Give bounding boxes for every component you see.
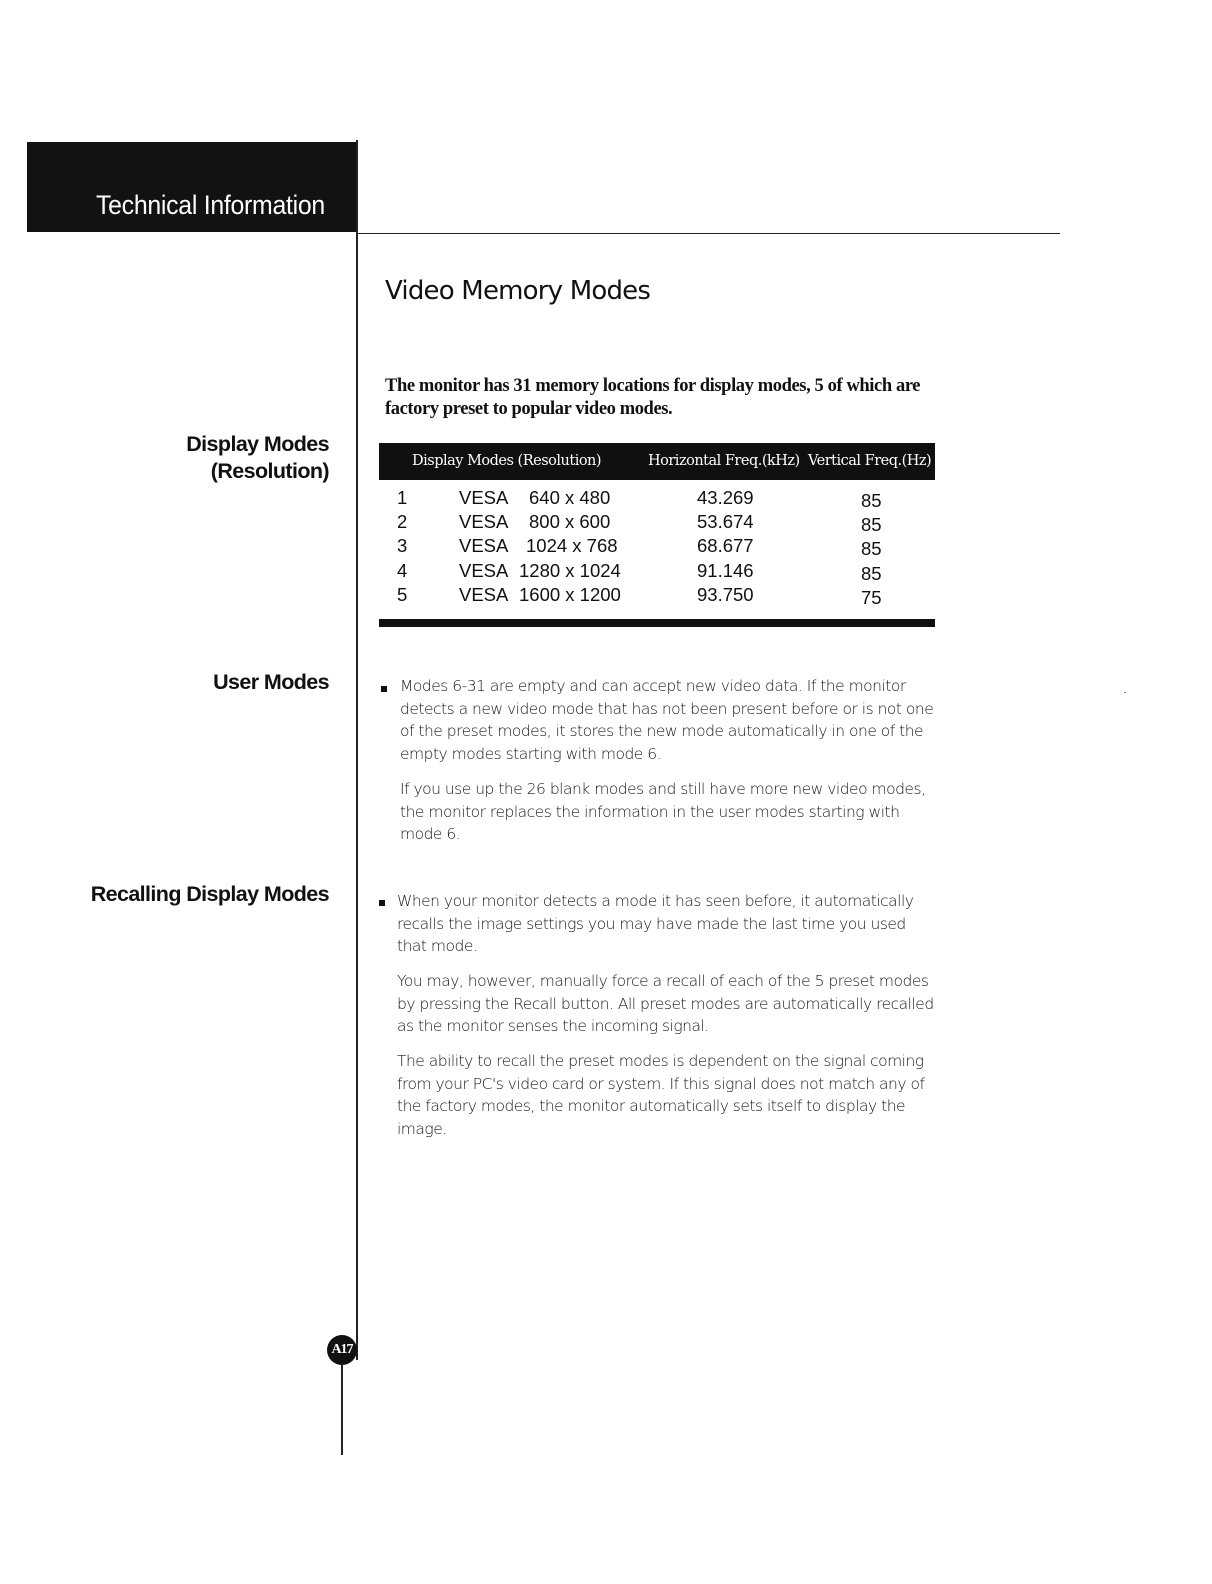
header-vertical-freq: Vertical Freq.(Hz) [808, 453, 932, 469]
mode-number: 3 [397, 535, 408, 556]
header-display-modes: Display Modes (Resolution) [412, 453, 602, 469]
header-horizontal-freq: Horizontal Freq.(kHz) [648, 453, 800, 469]
table-row [379, 584, 935, 608]
display-modes-label-line2: (Resolution) [210, 459, 329, 483]
mode-number: 2 [397, 511, 408, 532]
table-row [379, 511, 935, 535]
recalling-paragraph-2: You may, however, manually force a recall of each of the 5 preset modes by pressing the Recall button. All preset modes are automatically recalled as the monitor senses the incoming signal. [397, 972, 934, 1035]
user-modes-label: User Modes [213, 670, 329, 694]
table-body [379, 480, 935, 616]
mode-standard: VESA [459, 535, 509, 556]
mode-number: 1 [397, 487, 408, 508]
mode-resolution: 800 x 600 [529, 511, 611, 532]
user-modes-paragraph-2: If you use up the 26 blank modes and still have more new video modes, the monitor replaces the information in the user modes starting with mode 6. [400, 780, 926, 843]
scan-speck [1124, 692, 1126, 693]
margin-rule [356, 140, 358, 1360]
vertical-freq: 85 [861, 514, 882, 535]
table-header [379, 443, 935, 480]
mode-standard: VESA [459, 560, 509, 581]
display-modes-table [379, 443, 935, 616]
display-modes-label-line1: Display Modes [186, 432, 329, 456]
horizontal-freq: 93.750 [697, 584, 754, 605]
vertical-freq: 75 [861, 587, 882, 608]
mode-number: 5 [397, 584, 408, 605]
mode-number: 4 [397, 560, 408, 581]
page-number-badge: A17 [327, 1335, 357, 1365]
table-bottom-rule [379, 619, 935, 627]
bullet-icon [379, 900, 385, 906]
horizontal-freq: 43.269 [697, 487, 754, 508]
header-rule [358, 233, 1060, 234]
table-row [379, 487, 935, 511]
section-title: Technical Information [96, 190, 325, 220]
page-title: Video Memory Modes [385, 276, 651, 306]
recalling-paragraph-1: When your monitor detects a mode it has seen before, it automatically recalls the image settings you may have made the last time you used that mode. [397, 892, 914, 955]
mode-standard: VESA [459, 511, 509, 532]
vertical-freq: 85 [861, 563, 882, 584]
recalling-modes-label: Recalling Display Modes [90, 882, 329, 906]
intro-text: The monitor has 31 memory locations for display modes, 5 of which are factory preset to popular video modes. [385, 376, 921, 419]
margin-rule-lower [341, 1350, 343, 1455]
mode-resolution: 1600 x 1200 [519, 584, 621, 605]
table-row [379, 535, 935, 559]
mode-resolution: 1280 x 1024 [519, 560, 621, 581]
mode-standard: VESA [459, 584, 509, 605]
bullet-icon [381, 686, 387, 692]
user-modes-paragraph-1: Modes 6-31 are empty and can accept new video data. If the monitor detects a new video mode that has not been present before or is not one of the preset modes, it stores the new mode automatically in one of the empty modes starting with mode 6. [400, 677, 934, 763]
vertical-freq: 85 [861, 538, 882, 559]
horizontal-freq: 91.146 [697, 560, 754, 581]
display-modes-label [186, 431, 329, 485]
mode-resolution: 640 x 480 [529, 487, 611, 508]
mode-resolution: 1024 x 768 [526, 535, 618, 556]
horizontal-freq: 68.677 [697, 535, 754, 556]
mode-standard: VESA [459, 487, 509, 508]
recalling-paragraph-3: The ability to recall the preset modes is dependent on the signal coming from your PC's video card or system. If this signal does not match any of the factory modes, the monitor automatically sets itself to display the image. [397, 1052, 925, 1138]
table-row [379, 560, 935, 584]
vertical-freq: 85 [861, 490, 882, 511]
horizontal-freq: 53.674 [697, 511, 754, 532]
